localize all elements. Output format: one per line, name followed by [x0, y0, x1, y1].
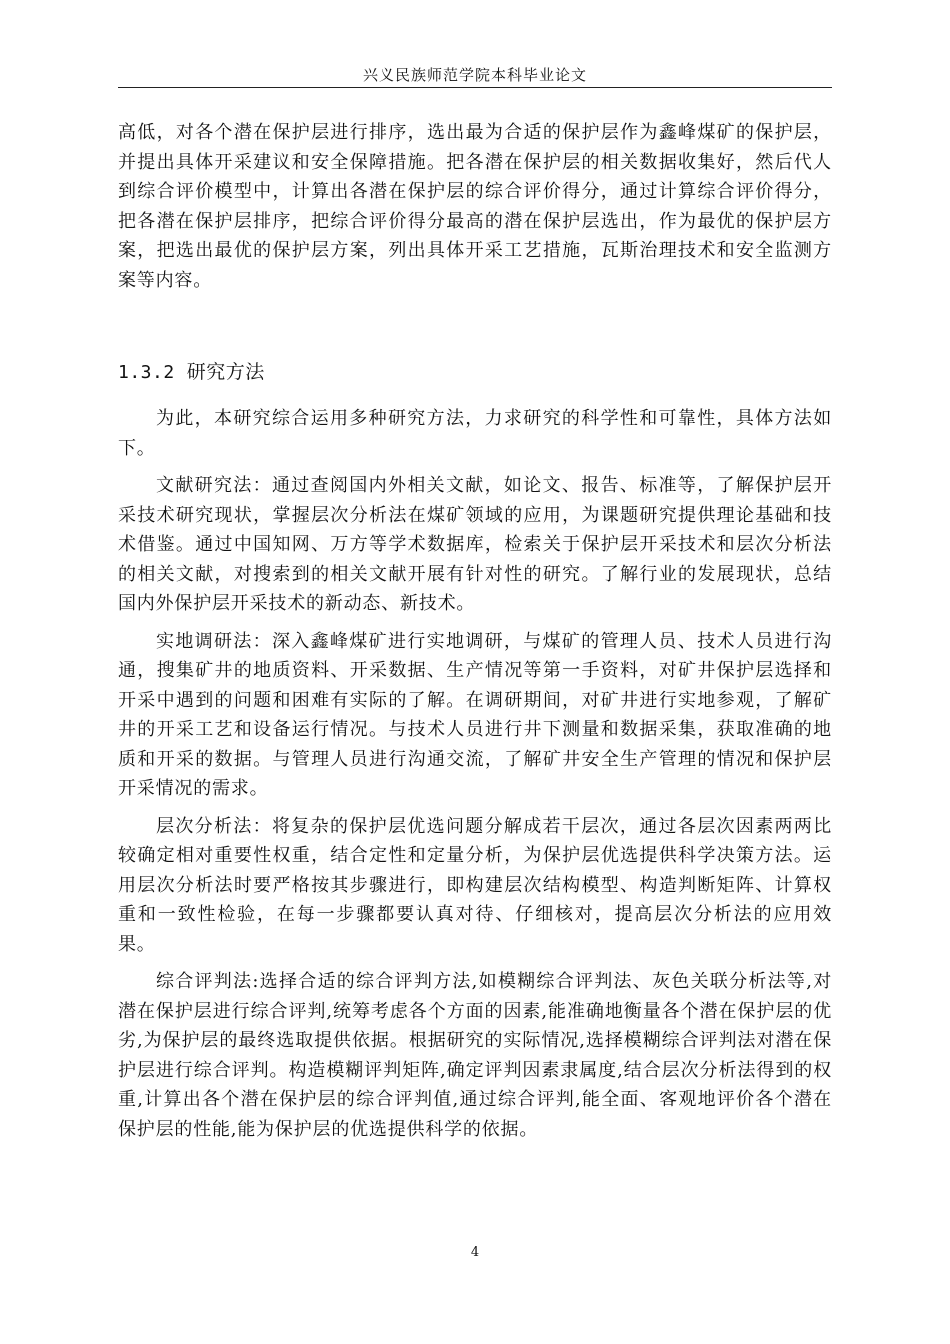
page-number: 4 — [470, 1245, 480, 1260]
page-header: 兴义民族师范学院本科毕业论文 — [362, 66, 587, 84]
method-intro-paragraph: 为此，本研究综合运用多种研究方法，力求研究的科学性和可靠性，具体方法如下。 — [118, 408, 832, 459]
section-title: 研究方法 — [186, 361, 265, 383]
page-body — [118, 118, 832, 1144]
field-research-paragraph: 实地调研法：深入鑫峰煤矿进行实地调研，与煤矿的管理人员、技术人员进行沟通，搜集矿井的地质资料、开采数据、生产情况等第一手资料，对矿井保护层选择和开采中遇到的问题和困难有实际的了解。在调研期间，对矿井进行实地参观，了解矿井的开采工艺和设备运行情况。与技术人员进行井下测量和数据采集，获取准确的地质和开采的数据。与管理人员进行沟通交流，了解矿井安全生产管理的情况和保护层开采情况的需求。 — [118, 630, 832, 799]
literature-method-paragraph: 文献研究法：通过查阅国内外相关文献，如论文、报告、标准等，了解保护层开采技术研究现状，掌握层次分析法在煤矿领域的应用，为课题研究提供理论基础和技术借鉴。通过中国知网、万方等学术数据库，检索关于保护层开采技术和层次分析法的相关文献，对搜索到的相关文献开展有针对性的研究。了解行业的发展现状，总结国内外保护层开采技术的新动态、新技术。 — [118, 475, 832, 614]
header-divider — [118, 87, 832, 88]
section-number: 1.3.2 — [118, 362, 175, 383]
intro-paragraph: 高低，对各个潜在保护层进行排序，选出最为合适的保护层作为鑫峰煤矿的保护层，并提出具体开采建议和安全保障措施。把各潜在保护层的相关数据收集好，然后代人到综合评价模型中，计算出各潜在保护层的综合评价得分，通过计算综合评价得分，把各潜在保护层排序，把综合评价得分最高的潜在保护层选出，作为最优的保护层方案，把选出最优的保护层方案，列出具体开采工艺措施，瓦斯治理技术和安全监测方案等内容。 — [118, 122, 832, 291]
ahp-method-paragraph: 层次分析法：将复杂的保护层优选问题分解成若干层次，通过各层次因素两两比较确定相对重要性权重，结合定性和定量分析，为保护层优选提供科学决策方法。运用层次分析法时要严格按其步骤进行，即构建层次结构模型、构造判断矩阵、计算权重和一致性检验，在每一步骤都要认真对待、仔细核对，提高层次分析法的应用效果。 — [118, 815, 832, 955]
comprehensive-evaluation-paragraph: 综合评判法:选择合适的综合评判方法,如模糊综合评判法、灰色关联分析法等,对潜在保护层进行综合评判,统筹考虑各个方面的因素,能准确地衡量各个潜在保护层的优劣,为保护层的最终选取提供依据。根据研究的实际情况,选择模糊综合评判法对潜在保护层进行综合评判。构造模糊评判矩阵,确定评判因素隶属度,结合层次分析法得到的权重,计算出各个潜在保护层的综合评判值,通过综合评判,能全面、客观地评价各个潜在保护层的性能,能为保护层的优选提供科学的依据。 — [118, 971, 832, 1140]
section-heading — [118, 357, 832, 387]
